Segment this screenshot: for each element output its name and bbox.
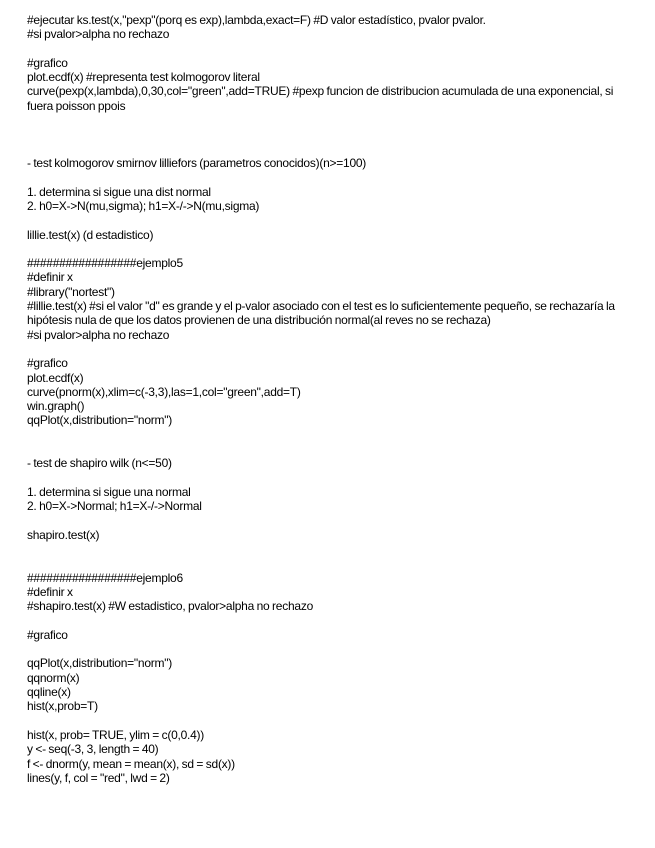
text-line: f <- dnorm(y, mean = mean(x), sd = sd(x)) xyxy=(27,756,235,771)
text-line: #si pvalor>alpha no rechazo xyxy=(27,327,170,342)
text-line: lillie.test(x) (d estadistico) xyxy=(27,227,154,242)
section-heading: - test kolmogorov smirnov lilliefors (parametros conocidos)(n>=100) xyxy=(27,156,367,171)
text-line: lines(y, f, col = "red", lwd = 2) xyxy=(27,770,170,785)
text-line: 2. h0=X->N(mu,sigma); h1=X-/->N(mu,sigma) xyxy=(27,198,260,213)
text-line: hist(x,prob=T) xyxy=(27,699,98,714)
text-line: curve(pexp(x,lambda),0,30,col="green",add=TRUE) #pexp funcion de distribucion acumulada de una exponencial, si fuera poisson ppois xyxy=(27,84,614,113)
text-line: #grafico xyxy=(27,55,68,70)
text-line: #################ejemplo6 xyxy=(27,570,183,585)
text-line: #################ejemplo5 xyxy=(27,256,183,271)
text-line: #si pvalor>alpha no rechazo xyxy=(27,27,170,42)
text-line: 2. h0=X->Normal; h1=X-/->Normal xyxy=(27,499,202,514)
text-line: hist(x, prob= TRUE, ylim = c(0,0.4)) xyxy=(27,727,204,742)
text-line: qqnorm(x) xyxy=(27,670,80,685)
text-line: 1. determina si sigue una normal xyxy=(27,484,191,499)
text-line: shapiro.test(x) xyxy=(27,527,100,542)
text-line: curve(pnorm(x),xlim=c(-3,3),las=1,col="green",add=T) xyxy=(27,384,301,399)
text-line: #grafico xyxy=(27,356,68,371)
text-line: plot.ecdf(x) #representa test kolmogorov literal xyxy=(27,70,260,85)
text-line: qqPlot(x,distribution="norm") xyxy=(27,413,172,428)
text-line: #shapiro.test(x) #W estadistico, pvalor>alpha no rechazo xyxy=(27,599,313,614)
section-heading: - test de shapiro wilk (n<=50) xyxy=(27,456,172,471)
text-line: y <- seq(-3, 3, length = 40) xyxy=(27,742,159,757)
text-line: qqPlot(x,distribution="norm") xyxy=(27,656,172,671)
text-line: #ejecutar ks.test(x,"pexp"(porq es exp),lambda,exact=F) #D valor estadístico, pvalor pvalor. xyxy=(27,13,486,27)
text-line: #definir x xyxy=(27,270,73,285)
text-line: qqline(x) xyxy=(27,685,71,700)
text-line: plot.ecdf(x) xyxy=(27,370,84,385)
text-line: #grafico xyxy=(27,627,68,642)
text-line: 1. determina si sigue una dist normal xyxy=(27,184,211,199)
document-page xyxy=(27,13,632,785)
text-line: win.graph() xyxy=(27,399,85,414)
text-line: #library("nortest") xyxy=(27,284,115,299)
text-line: #lillie.test(x) #si el valor "d" es grande y el p-valor asociado con el test es lo suficientemente pequeño, se rechazaría la hipótesis nula de que los datos provienen de una distribución normal(al reves no se rechaza) xyxy=(27,299,615,328)
text-line: #definir x xyxy=(27,584,73,599)
